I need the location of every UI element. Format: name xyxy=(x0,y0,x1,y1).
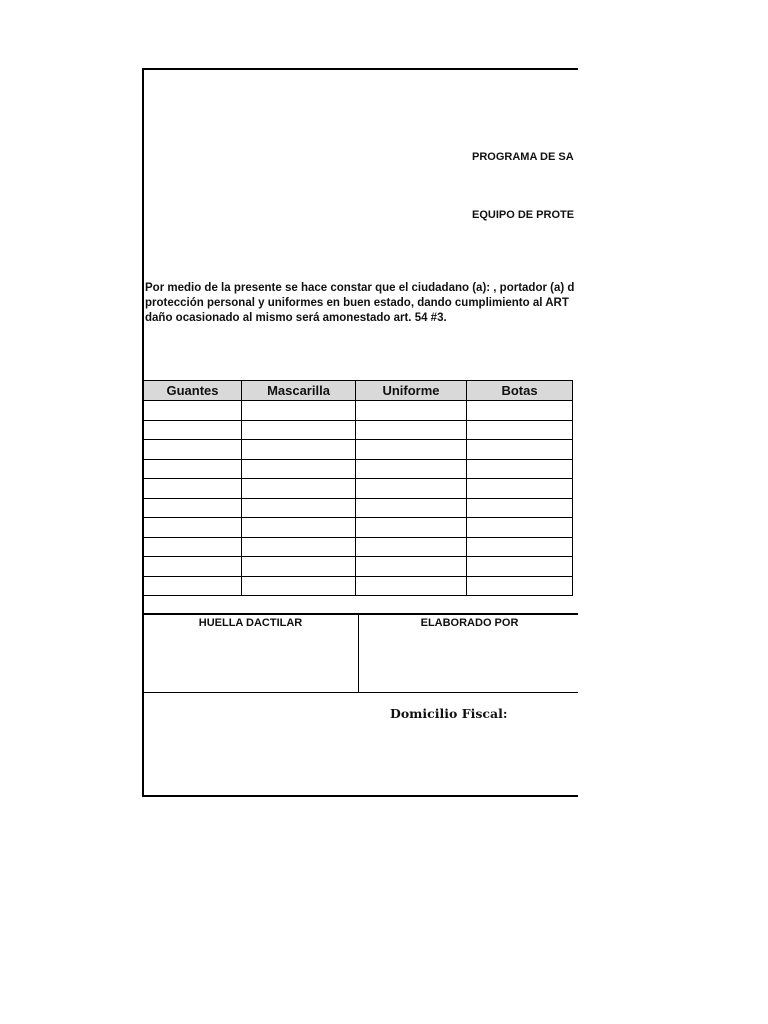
table-cell[interactable] xyxy=(242,557,356,577)
table-cell[interactable] xyxy=(242,518,356,538)
table-row xyxy=(144,537,573,557)
column-header-guantes: Guantes xyxy=(144,381,242,401)
table-cell[interactable] xyxy=(356,401,467,421)
table-row xyxy=(144,498,573,518)
table-cell[interactable] xyxy=(242,459,356,479)
table-cell[interactable] xyxy=(356,440,467,460)
table-cell[interactable] xyxy=(144,518,242,538)
declaration-line: protección personal y uniformes en buen estado, dando cumplimiento al ART xyxy=(145,297,569,309)
column-header-uniforme: Uniforme xyxy=(356,381,467,401)
fingerprint-box[interactable] xyxy=(143,614,359,693)
declaration-line: Por medio de la presente se hace constar que el ciudadano (a): , portador (a) d xyxy=(145,282,575,294)
fingerprint-label: HUELLA DACTILAR xyxy=(198,617,303,629)
table-cell[interactable] xyxy=(144,479,242,499)
column-header-botas: Botas xyxy=(467,381,573,401)
table-row xyxy=(144,576,573,596)
table-cell[interactable] xyxy=(467,576,573,596)
table-cell[interactable] xyxy=(242,537,356,557)
table-cell[interactable] xyxy=(356,420,467,440)
table-cell[interactable] xyxy=(242,401,356,421)
table-cell[interactable] xyxy=(467,537,573,557)
table-cell[interactable] xyxy=(467,459,573,479)
frame-bottom-border xyxy=(142,795,578,797)
table-cell[interactable] xyxy=(144,459,242,479)
table-row xyxy=(144,440,573,460)
table-cell[interactable] xyxy=(467,518,573,538)
column-header-mascarilla: Mascarilla xyxy=(242,381,356,401)
table-cell[interactable] xyxy=(356,537,467,557)
table-cell[interactable] xyxy=(144,537,242,557)
table-cell[interactable] xyxy=(242,576,356,596)
form-frame xyxy=(142,68,578,797)
table-row xyxy=(144,420,573,440)
table-cell[interactable] xyxy=(467,401,573,421)
table-cell[interactable] xyxy=(242,440,356,460)
declaration-line: daño ocasionado al mismo será amonestado art. 54 #3. xyxy=(145,312,447,324)
equipment-table xyxy=(143,380,573,596)
table-cell[interactable] xyxy=(467,498,573,518)
table-row xyxy=(144,479,573,499)
table-cell[interactable] xyxy=(242,498,356,518)
table-header-row xyxy=(144,381,573,401)
table-cell[interactable] xyxy=(144,576,242,596)
table-cell[interactable] xyxy=(467,557,573,577)
declaration-paragraph xyxy=(145,281,578,326)
table-cell[interactable] xyxy=(356,576,467,596)
table-row xyxy=(144,557,573,577)
table-row xyxy=(144,518,573,538)
table-cell[interactable] xyxy=(356,518,467,538)
table-cell[interactable] xyxy=(144,420,242,440)
table-row xyxy=(144,401,573,421)
prepared-by-box[interactable] xyxy=(358,614,578,693)
equipment-title: EQUIPO DE PROTE xyxy=(472,209,575,221)
table-cell[interactable] xyxy=(242,479,356,499)
table-cell[interactable] xyxy=(356,479,467,499)
table-cell[interactable] xyxy=(467,479,573,499)
table-body xyxy=(144,401,573,596)
table-row xyxy=(144,459,573,479)
fiscal-address-label: Domicilio Fiscal: xyxy=(390,706,508,721)
table-cell[interactable] xyxy=(467,440,573,460)
table-cell[interactable] xyxy=(356,557,467,577)
table-cell[interactable] xyxy=(467,420,573,440)
table-cell[interactable] xyxy=(144,557,242,577)
table-cell[interactable] xyxy=(144,401,242,421)
program-title: PROGRAMA DE SA xyxy=(472,151,574,163)
table-cell[interactable] xyxy=(144,440,242,460)
prepared-by-label: ELABORADO POR xyxy=(420,617,519,629)
frame-top-border xyxy=(142,68,578,70)
table-cell[interactable] xyxy=(356,498,467,518)
table-cell[interactable] xyxy=(356,459,467,479)
table-cell[interactable] xyxy=(242,420,356,440)
table-cell[interactable] xyxy=(144,498,242,518)
